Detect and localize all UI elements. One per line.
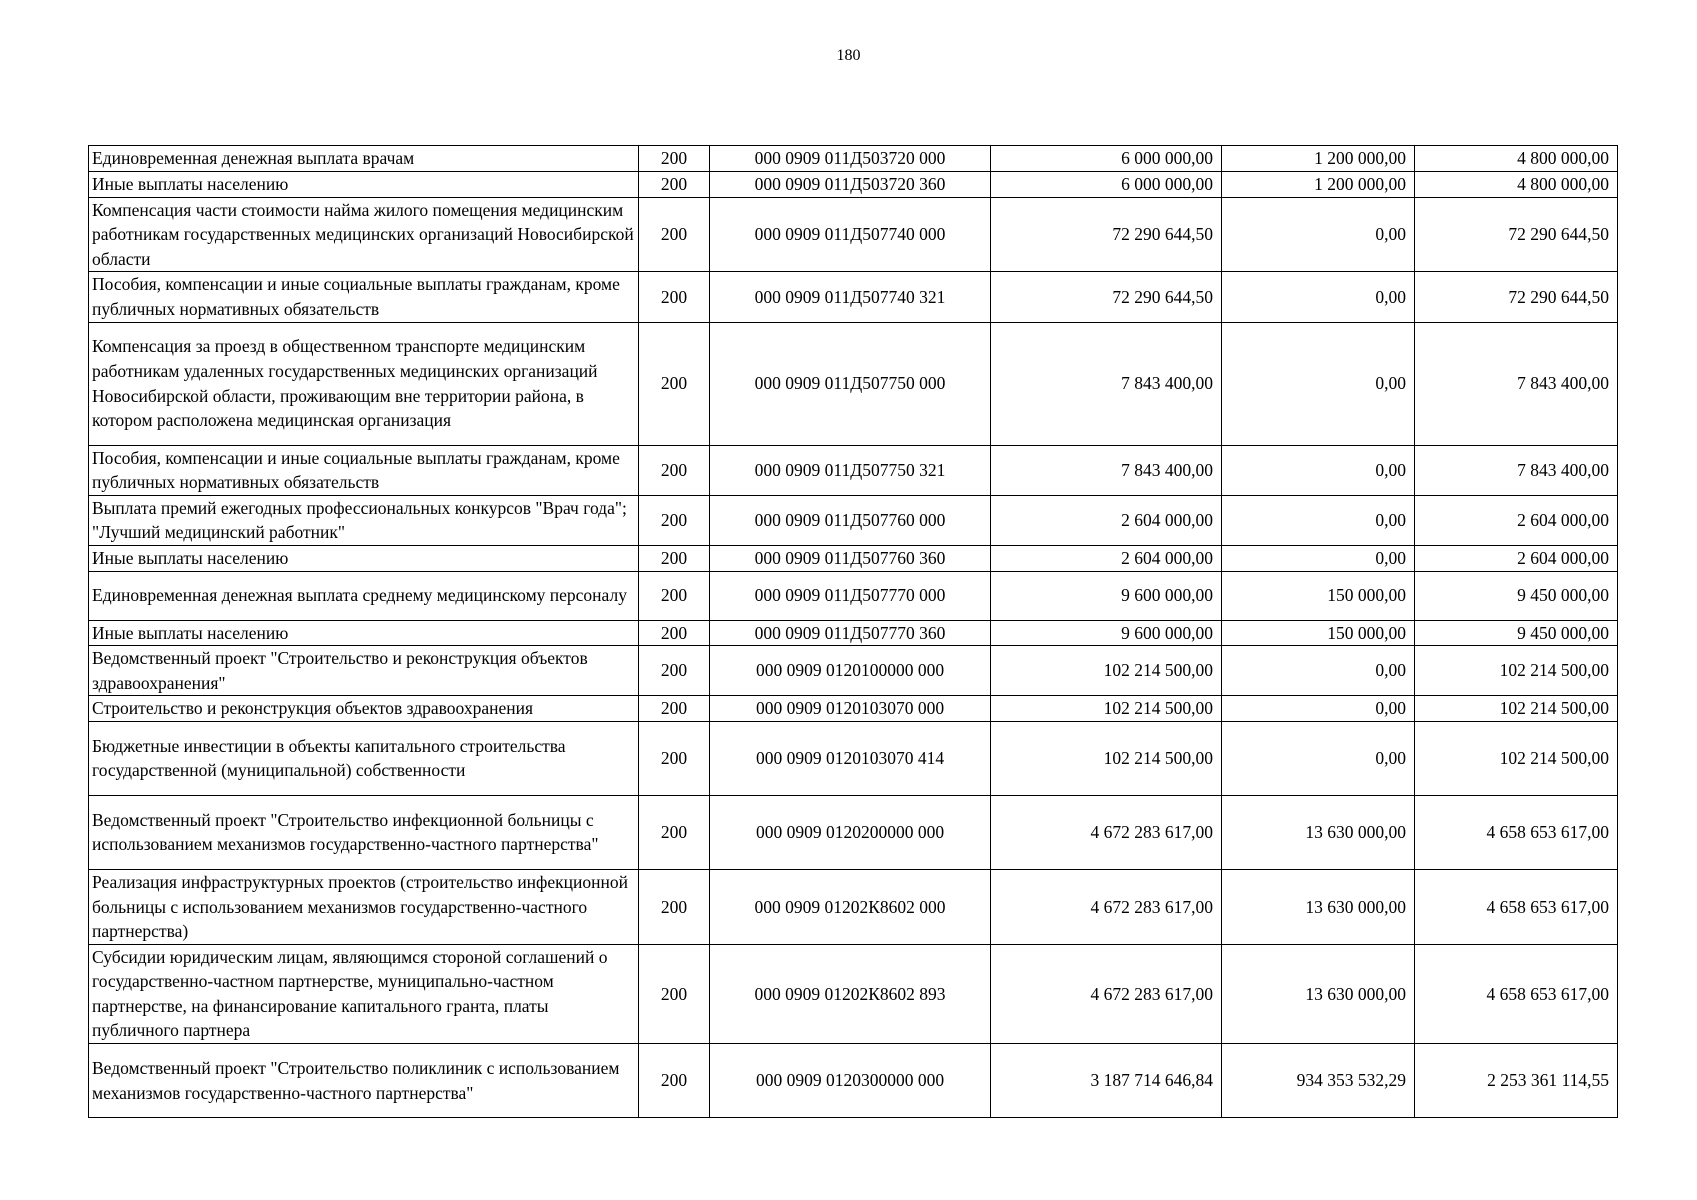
table-row [89,696,1618,722]
row-name-cell: Субсидии юридическим лицам, являющимся стороной соглашений о государственно-частном партнерстве, муниципально-частном партнерстве, на финансирование капитального гранта, платы публичного партнера [89,944,639,1043]
approved-amount-cell: 2 604 000,00 [991,545,1222,571]
classification-code-cell: 000 0909 011Д507760 360 [710,545,991,571]
executed-amount-cell: 150 000,00 [1222,620,1415,646]
approved-amount-cell: 7 843 400,00 [991,445,1222,495]
row-name-cell: Строительство и реконструкция объектов здравоохранения [89,696,639,722]
classification-code-cell: 000 0909 011Д503720 000 [710,146,991,172]
executed-amount-cell: 934 353 532,29 [1222,1044,1415,1118]
row-name-cell: Компенсация за проезд в общественном транспорте медицинским работникам удаленных государственных медицинских организаций Новосибирской области, проживающим вне территории района, в котором расположена медицинская организация [89,322,639,445]
row-name-cell: Пособия, компенсации и иные социальные выплаты гражданам, кроме публичных нормативных обязательств [89,445,639,495]
classification-code-cell: 000 0909 0120200000 000 [710,795,991,869]
remaining-amount-cell: 102 214 500,00 [1415,721,1618,795]
table-row [89,495,1618,545]
classification-code-cell: 000 0909 0120100000 000 [710,646,991,696]
classification-code-cell: 000 0909 0120300000 000 [710,1044,991,1118]
remaining-amount-cell: 4 658 653 617,00 [1415,944,1618,1043]
remaining-amount-cell: 9 450 000,00 [1415,571,1618,620]
approved-amount-cell: 7 843 400,00 [991,322,1222,445]
table-row [89,795,1618,869]
table-row [89,445,1618,495]
executed-amount-cell: 0,00 [1222,696,1415,722]
table-row [89,571,1618,620]
table-row [89,620,1618,646]
approved-amount-cell: 102 214 500,00 [991,696,1222,722]
approved-amount-cell: 4 672 283 617,00 [991,869,1222,944]
admin-code-cell: 200 [639,272,710,322]
approved-amount-cell: 72 290 644,50 [991,272,1222,322]
remaining-amount-cell: 7 843 400,00 [1415,322,1618,445]
approved-amount-cell: 102 214 500,00 [991,721,1222,795]
remaining-amount-cell: 2 604 000,00 [1415,545,1618,571]
approved-amount-cell: 3 187 714 646,84 [991,1044,1222,1118]
table-row [89,322,1618,445]
approved-amount-cell: 9 600 000,00 [991,571,1222,620]
approved-amount-cell: 72 290 644,50 [991,197,1222,272]
row-name-cell: Бюджетные инвестиции в объекты капитального строительства государственной (муниципальной) собственности [89,721,639,795]
executed-amount-cell: 0,00 [1222,445,1415,495]
approved-amount-cell: 102 214 500,00 [991,646,1222,696]
executed-amount-cell: 150 000,00 [1222,571,1415,620]
admin-code-cell: 200 [639,869,710,944]
admin-code-cell: 200 [639,571,710,620]
admin-code-cell: 200 [639,495,710,545]
row-name-cell: Ведомственный проект "Строительство поликлиник с использованием механизмов государственно-частного партнерства" [89,1044,639,1118]
admin-code-cell: 200 [639,721,710,795]
remaining-amount-cell: 102 214 500,00 [1415,646,1618,696]
table-row [89,944,1618,1043]
table-row [89,721,1618,795]
approved-amount-cell: 6 000 000,00 [991,172,1222,198]
executed-amount-cell: 0,00 [1222,721,1415,795]
remaining-amount-cell: 9 450 000,00 [1415,620,1618,646]
row-name-cell: Иные выплаты населению [89,620,639,646]
remaining-amount-cell: 102 214 500,00 [1415,696,1618,722]
classification-code-cell: 000 0909 0120103070 000 [710,696,991,722]
table-row [89,869,1618,944]
remaining-amount-cell: 7 843 400,00 [1415,445,1618,495]
budget-table [88,145,1618,1118]
admin-code-cell: 200 [639,197,710,272]
table-row [89,545,1618,571]
classification-code-cell: 000 0909 01202К8602 000 [710,869,991,944]
admin-code-cell: 200 [639,696,710,722]
executed-amount-cell: 0,00 [1222,272,1415,322]
remaining-amount-cell: 2 604 000,00 [1415,495,1618,545]
executed-amount-cell: 0,00 [1222,646,1415,696]
row-name-cell: Единовременная денежная выплата врачам [89,146,639,172]
remaining-amount-cell: 2 253 361 114,55 [1415,1044,1618,1118]
executed-amount-cell: 0,00 [1222,495,1415,545]
table-row [89,172,1618,198]
executed-amount-cell: 1 200 000,00 [1222,172,1415,198]
executed-amount-cell: 13 630 000,00 [1222,869,1415,944]
admin-code-cell: 200 [639,620,710,646]
approved-amount-cell: 4 672 283 617,00 [991,944,1222,1043]
row-name-cell: Выплата премий ежегодных профессиональных конкурсов "Врач года"; "Лучший медицинский работник" [89,495,639,545]
admin-code-cell: 200 [639,445,710,495]
classification-code-cell: 000 0909 011Д507750 321 [710,445,991,495]
classification-code-cell: 000 0909 011Д507770 360 [710,620,991,646]
remaining-amount-cell: 4 658 653 617,00 [1415,795,1618,869]
row-name-cell: Компенсация части стоимости найма жилого помещения медицинским работникам государственных медицинских организаций Новосибирской области [89,197,639,272]
executed-amount-cell: 1 200 000,00 [1222,146,1415,172]
table-row [89,272,1618,322]
executed-amount-cell: 13 630 000,00 [1222,795,1415,869]
classification-code-cell: 000 0909 011Д507770 000 [710,571,991,620]
row-name-cell: Иные выплаты населению [89,172,639,198]
executed-amount-cell: 0,00 [1222,197,1415,272]
row-name-cell: Пособия, компенсации и иные социальные выплаты гражданам, кроме публичных нормативных обязательств [89,272,639,322]
classification-code-cell: 000 0909 011Д507750 000 [710,322,991,445]
classification-code-cell: 000 0909 011Д507740 321 [710,272,991,322]
executed-amount-cell: 0,00 [1222,545,1415,571]
approved-amount-cell: 9 600 000,00 [991,620,1222,646]
row-name-cell: Иные выплаты населению [89,545,639,571]
admin-code-cell: 200 [639,1044,710,1118]
executed-amount-cell: 0,00 [1222,322,1415,445]
approved-amount-cell: 2 604 000,00 [991,495,1222,545]
admin-code-cell: 200 [639,646,710,696]
table-row [89,146,1618,172]
page-number: 180 [836,47,861,64]
row-name-cell: Реализация инфраструктурных проектов (строительство инфекционной больницы с использованием механизмов государственно-частного партнерства) [89,869,639,944]
executed-amount-cell: 13 630 000,00 [1222,944,1415,1043]
table-row [89,1044,1618,1118]
remaining-amount-cell: 72 290 644,50 [1415,272,1618,322]
classification-code-cell: 000 0909 011Д503720 360 [710,172,991,198]
classification-code-cell: 000 0909 011Д507760 000 [710,495,991,545]
row-name-cell: Единовременная денежная выплата среднему медицинскому персоналу [89,571,639,620]
approved-amount-cell: 6 000 000,00 [991,146,1222,172]
remaining-amount-cell: 4 658 653 617,00 [1415,869,1618,944]
approved-amount-cell: 4 672 283 617,00 [991,795,1222,869]
admin-code-cell: 200 [639,172,710,198]
remaining-amount-cell: 4 800 000,00 [1415,172,1618,198]
row-name-cell: Ведомственный проект "Строительство инфекционной больницы с использованием механизмов государственно-частного партнерства" [89,795,639,869]
classification-code-cell: 000 0909 011Д507740 000 [710,197,991,272]
remaining-amount-cell: 72 290 644,50 [1415,197,1618,272]
table-row [89,197,1618,272]
admin-code-cell: 200 [639,322,710,445]
admin-code-cell: 200 [639,944,710,1043]
classification-code-cell: 000 0909 0120103070 414 [710,721,991,795]
table-row [89,646,1618,696]
admin-code-cell: 200 [639,545,710,571]
admin-code-cell: 200 [639,795,710,869]
budget-table-body [89,146,1618,1118]
remaining-amount-cell: 4 800 000,00 [1415,146,1618,172]
row-name-cell: Ведомственный проект "Строительство и реконструкция объектов здравоохранения" [89,646,639,696]
classification-code-cell: 000 0909 01202К8602 893 [710,944,991,1043]
admin-code-cell: 200 [639,146,710,172]
